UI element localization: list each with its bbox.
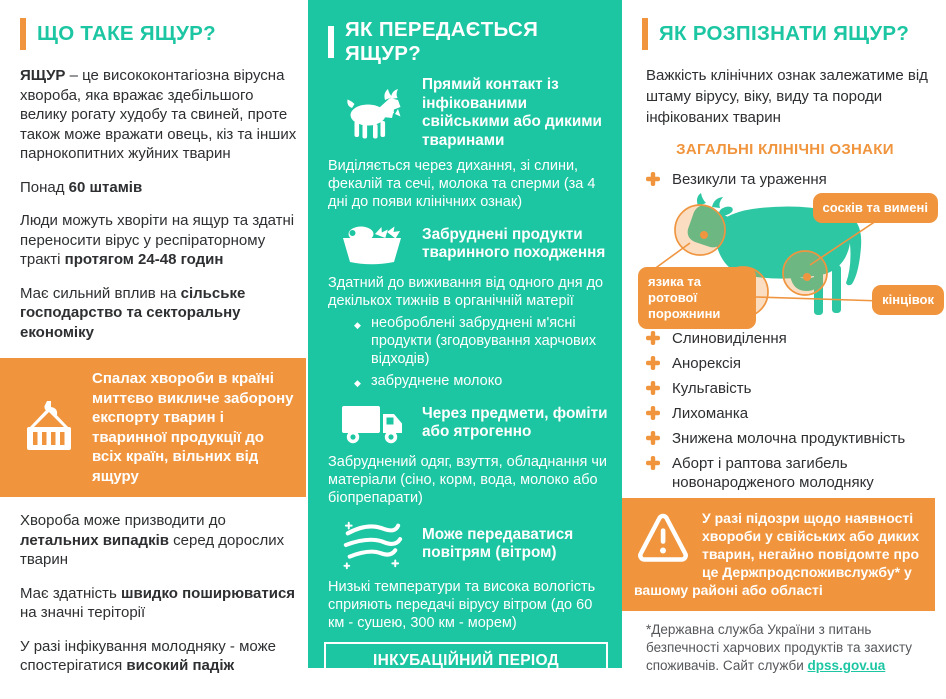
- spread-paragraph: [20, 584, 300, 623]
- column-how-transmitted: [308, 0, 622, 689]
- clinical-signs-list: [622, 329, 946, 492]
- incubation-title: ІНКУБАЦІЙНИЙ ПЕРІОД: [372, 652, 559, 669]
- list-item: ◆ необроблені забруднені м'ясні продукти (згодовування харчових відходів): [354, 314, 610, 368]
- sign-label: Лихоманка: [672, 405, 749, 422]
- text-regular: Має сильний вплив на: [20, 284, 181, 302]
- dpss-link[interactable]: dpss.gov.ua: [807, 658, 886, 673]
- incubation-period-box: [324, 642, 608, 699]
- truck-icon: [322, 400, 422, 446]
- right-header: [642, 18, 938, 50]
- transmission-animal-products: [322, 221, 610, 267]
- text-regular: Люди можуть хворіти на ящур та здатні переносити вірус у респіраторному тракті: [20, 212, 295, 268]
- accent-bar: [328, 26, 334, 58]
- text-regular: – це висококонтагіозна вірусна хвороба, яка вражає здебільшого велику рогату худобу та свиней, проте також може вражати овець, кіз та інших парнокопитних жуйних тварин: [20, 67, 297, 162]
- plus-icon: [646, 431, 660, 450]
- section-body: Здатний до виживання від одного дня до декількох тижнів в органічній матерії: [328, 275, 604, 309]
- severity-paragraph: Важкість клінічних ознак залежатиме від штаму вірусу, віку, виду та породи інфікованих тварин: [646, 67, 928, 126]
- accent-bar: [20, 18, 26, 50]
- young-mortality-paragraph: [20, 637, 300, 676]
- section-body: Низькі температури та висока вологість сприяють передачі вірусу вітром (до 60 км - сушею, 300 км - морем): [328, 579, 596, 631]
- text-bold: летальних випадків: [20, 531, 169, 549]
- report-alert-box: [622, 498, 935, 611]
- plus-icon: [646, 456, 660, 475]
- sign-item: [646, 404, 938, 425]
- section-heading: Прямий контакт із інфікованими свійськими або дикими тваринами: [422, 76, 602, 149]
- footnote: [646, 621, 934, 675]
- text-bold: 60 штамів: [68, 178, 143, 196]
- sign-label: Аборт і раптова загибель новонародженого молодняку: [672, 455, 874, 491]
- cargo-container-crane-icon: [6, 400, 92, 456]
- page-title-middle: ЯК ПЕРЕДАЄТЬСЯ ЯЩУР?: [345, 18, 539, 65]
- text-regular: Має здатність: [20, 584, 121, 602]
- transmission-fomites: [322, 400, 610, 446]
- alert-text: У разі підозри щодо наявності хвороби у свійських або диких тварин, негайно повідомте про це Держпродспоживслужбу* у вашому районі або області: [634, 510, 920, 598]
- list-item: ◆ забруднене молоко: [354, 372, 610, 390]
- wind-icon: [322, 517, 422, 571]
- goat-icon: [322, 86, 422, 140]
- section-body: Виділяється через дихання, зі слини, фекалій та сечі, молока та сперми (за 4 дні до появи клінічних ознак): [328, 158, 596, 210]
- text-regular: У разі інфікування молодняку - може спостерігатися: [20, 637, 276, 674]
- plus-icon: [646, 172, 660, 191]
- left-header: [20, 18, 300, 50]
- sign-item: [646, 429, 938, 450]
- transmission-direct-contact: [322, 76, 610, 150]
- footnote-text: *Державна служба України з питань безпечності харчових продуктів та захисту споживачів. Сайт служби: [646, 622, 913, 673]
- column-how-recognize: [622, 0, 946, 673]
- cow-label-udder: сосків та вимені: [813, 193, 938, 223]
- sign-label: Везикули та ураження: [672, 171, 827, 188]
- section-body: Забруднений одяг, взуття, обладнання чи матеріали (сіно, корм, вода, молоко або біопрепарати): [328, 454, 607, 506]
- meat-products-icon: [322, 221, 422, 267]
- middle-header: [328, 18, 614, 66]
- sign-item: [646, 354, 938, 375]
- sign-vesicles: [646, 170, 938, 191]
- plus-icon: [646, 356, 660, 375]
- sign-label: Слиновиділення: [672, 330, 787, 347]
- plus-icon: [646, 381, 660, 400]
- sign-label: Знижена молочна продуктивність: [672, 430, 906, 447]
- sign-label: Анорексія: [672, 355, 742, 372]
- accent-bar: [642, 18, 648, 50]
- plus-icon: [646, 406, 660, 425]
- page-title-left: ЩО ТАКЕ ЯЩУР?: [37, 22, 216, 45]
- transmission-airborne: [322, 517, 610, 571]
- sign-item: [646, 454, 938, 492]
- cow-label-limbs: кінцівок: [872, 285, 944, 315]
- text-regular: Хвороба може призводити до: [20, 512, 226, 529]
- text-regular: Понад: [20, 178, 69, 196]
- economy-paragraph: [20, 284, 300, 343]
- products-bullet-list: [354, 314, 610, 390]
- section-heading: Через предмети, фоміти або ятрогенно: [422, 404, 608, 440]
- sign-item: [646, 329, 938, 350]
- plus-icon: [646, 331, 660, 350]
- sign-item: [646, 379, 938, 400]
- section-heading: Може передаватися повітрям (вітром): [422, 525, 574, 561]
- page-title-right: ЯК РОЗПІЗНАТИ ЯЩУР?: [659, 22, 910, 45]
- column-what-is-fmd: [0, 0, 308, 674]
- cow-lesion-diagram: [638, 193, 944, 325]
- cow-label-mouth: язика та ротової порожнини: [638, 267, 756, 329]
- text-regular: на значні теріторії: [20, 604, 146, 621]
- sign-label: Кульгавість: [672, 380, 752, 397]
- text-bold: ЯЩУР: [20, 67, 66, 84]
- clinical-signs-subtitle: ЗАГАЛЬНІ КЛІНІЧНІ ОЗНАКИ: [676, 141, 894, 158]
- warning-triangle-icon: [636, 512, 690, 562]
- export-ban-callout: [0, 358, 306, 497]
- export-ban-text: Спалах хвороби в країні миттєво викличе заборону експорту тварин і тваринної продукції до всіх країн, вільних від ящуру: [92, 370, 294, 485]
- text-bold: швидко поширюватися: [120, 584, 296, 602]
- lethal-paragraph: [20, 511, 300, 570]
- text-bold: високий падіж: [126, 657, 235, 674]
- text-bold: протягом 24-48 годин: [64, 251, 224, 268]
- definition-paragraph: [20, 66, 300, 164]
- strains-paragraph: [20, 178, 300, 198]
- incubation-text: від декількох днів до 2 тижнів: [357, 673, 575, 689]
- text-bold: сільське господарство та секторальну економіку: [20, 284, 246, 341]
- text-regular: серед дорослих тварин: [20, 531, 285, 568]
- human-carrier-paragraph: [20, 211, 300, 270]
- section-heading: Забруднені продукти тваринного походження: [422, 225, 606, 261]
